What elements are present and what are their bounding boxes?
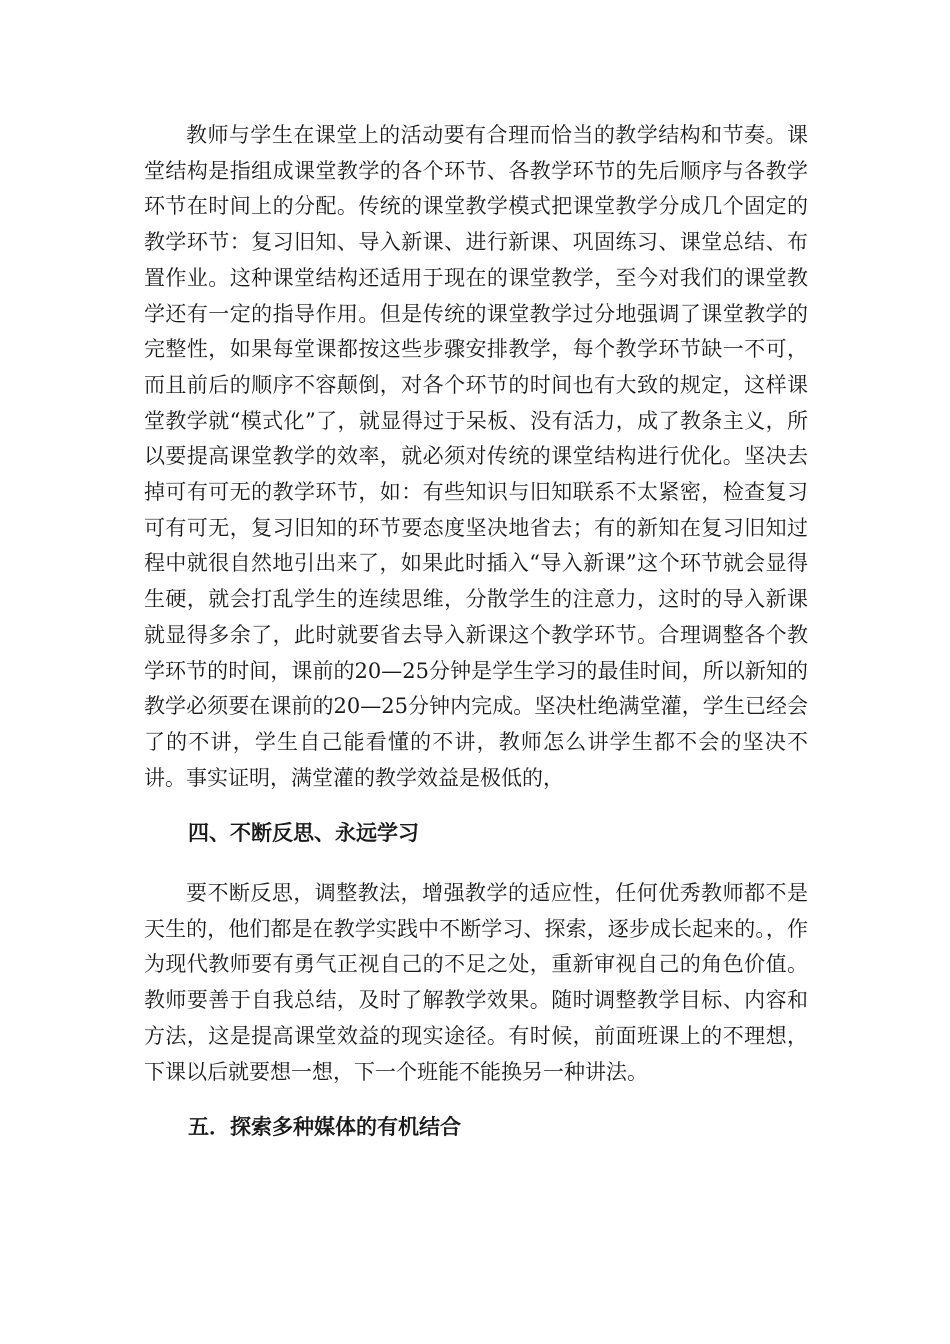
document-body [144, 118, 808, 1145]
section-heading: 五．探索多种媒体的有机结合 [188, 1114, 461, 1140]
body-paragraph: 要不断反思，调整教法，增强教学的适应性，任何优秀教师都不是天生的，他们都是在教学实践中不断学习、探索，逐步成长起来的。，作为现代教师要有勇气正视自己的不足之处，重新审视自己的角色价值。教师要善于自我总结，及时了解教学效果。随时调整教学目标、内容和方法，这是提高课堂效益的现实途径。有时候，前面班课上的不理想，下课以后就要想一想，下一个班能不能换另一种讲法。 [144, 881, 808, 1084]
body-paragraph: 教师与学生在课堂上的活动要有合理而恰当的教学结构和节奏。课堂结构是指组成课堂教学的各个环节、各教学环节的先后顺序与各教学环节在时间上的分配。传统的课堂教学模式把课堂教学分成几个固定的教学环节：复习旧知、导入新课、进行新课、巩固练习、课堂总结、布置作业。这种课堂结构还适用于现在的课堂教学，至今对我们的课堂教学还有一定的指导作用。但是传统的课堂教学过分地强调了课堂教学的完整性，如果每堂课都按这些步骤安排教学，每个教学环节缺一不可，而且前后的顺序不容颠倒，对各个环节的时间也有大致的规定，这样课堂教学就“模式化”了，就显得过于呆板、没有活力，成了教条主义，所以要提高课堂教学的效率，就必须对传统的课堂结构进行优化。坚决去掉可有可无的教学环节，如：有些知识与旧知联系不太紧密，检查复习可有可无，复习旧知的环节要态度坚决地省去；有的新知在复习旧知过程中就很自然地引出来了，如果此时插入“导入新课”这个环节就会显得生硬，就会打乱学生的连续思维，分散学生的注意力，这时的导入新课就显得多余了，此时就要省去导入新课这个教学环节。合理调整各个教学环节的时间，课前的20—25分钟是学生学习的最佳时间，所以新知的教学必须要在课前的20—25分钟内完成。坚决杜绝满堂灌，学生已经会了的不讲，学生自己能看懂的不讲，教师怎么讲学生都不会的坚决不讲。事实证明，满堂灌的教学效益是极低的， [144, 123, 808, 790]
section-heading: 四、不断反思、永远学习 [188, 820, 419, 846]
